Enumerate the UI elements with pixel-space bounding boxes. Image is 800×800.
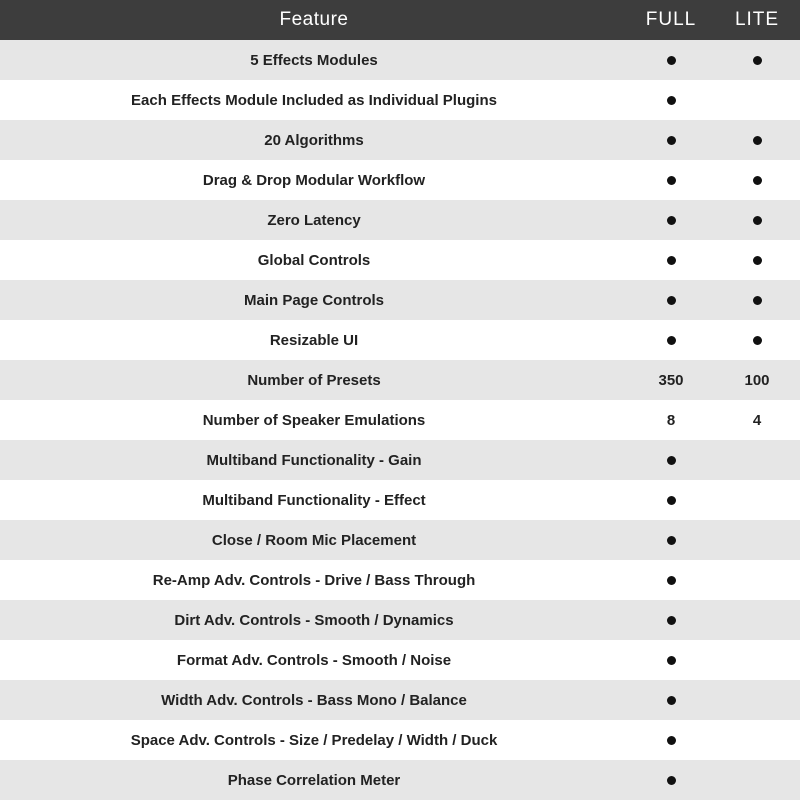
bullet-dot-icon <box>753 216 762 225</box>
bullet-dot-icon <box>753 176 762 185</box>
bullet-dot-icon <box>667 256 676 265</box>
feature-cell: Main Page Controls <box>243 291 385 309</box>
bullet-dot-icon <box>667 496 676 505</box>
full-included-dot-icon <box>628 452 714 469</box>
full-value-cell: 350 <box>658 371 684 389</box>
table-row <box>0 40 800 80</box>
bullet-dot-icon <box>667 536 676 545</box>
full-value-cell: 8 <box>666 411 676 429</box>
bullet-dot-icon <box>667 776 676 785</box>
bullet-dot-icon <box>753 336 762 345</box>
lite-included-dot-icon <box>714 212 800 229</box>
full-included-dot-icon <box>628 92 714 109</box>
lite-value-cell: 4 <box>752 411 762 429</box>
table-row <box>0 440 800 480</box>
table-row <box>0 760 800 800</box>
bullet-dot-icon <box>753 136 762 145</box>
feature-cell: Space Adv. Controls - Size / Predelay / Width / Duck <box>130 731 498 749</box>
lite-included-dot-icon <box>714 252 800 269</box>
header-feature: Feature <box>279 9 349 30</box>
table-row <box>0 400 800 440</box>
bullet-dot-icon <box>667 136 676 145</box>
full-included-dot-icon <box>628 212 714 229</box>
bullet-dot-icon <box>667 656 676 665</box>
full-included-dot-icon <box>628 692 714 709</box>
bullet-dot-icon <box>667 456 676 465</box>
header-lite: LITE <box>734 9 780 30</box>
table-row <box>0 120 800 160</box>
feature-cell: Resizable UI <box>269 331 359 349</box>
feature-cell: Phase Correlation Meter <box>227 771 401 789</box>
table-row <box>0 720 800 760</box>
bullet-dot-icon <box>667 736 676 745</box>
table-row <box>0 320 800 360</box>
bullet-dot-icon <box>753 296 762 305</box>
bullet-dot-icon <box>667 616 676 625</box>
feature-cell: Zero Latency <box>267 211 361 229</box>
lite-included-dot-icon <box>714 52 800 69</box>
feature-cell: 20 Algorithms <box>264 131 364 149</box>
feature-cell: Format Adv. Controls - Smooth / Noise <box>176 651 452 669</box>
feature-cell: Number of Speaker Emulations <box>202 411 426 429</box>
full-included-dot-icon <box>628 572 714 589</box>
bullet-dot-icon <box>753 256 762 265</box>
feature-cell: Multiband Functionality - Gain <box>206 451 422 469</box>
feature-cell: Multiband Functionality - Effect <box>202 491 426 509</box>
lite-included-dot-icon <box>714 292 800 309</box>
table-row <box>0 280 800 320</box>
feature-cell: Number of Presets <box>247 371 381 389</box>
table-row <box>0 640 800 680</box>
lite-included-dot-icon <box>714 132 800 149</box>
table-row <box>0 600 800 640</box>
feature-cell: Re-Amp Adv. Controls - Drive / Bass Through <box>152 571 476 589</box>
full-included-dot-icon <box>628 292 714 309</box>
full-included-dot-icon <box>628 772 714 789</box>
full-included-dot-icon <box>628 172 714 189</box>
table-row <box>0 560 800 600</box>
feature-cell: Width Adv. Controls - Bass Mono / Balance <box>161 691 467 709</box>
bullet-dot-icon <box>667 336 676 345</box>
lite-included-dot-icon <box>714 332 800 349</box>
bullet-dot-icon <box>667 696 676 705</box>
bullet-dot-icon <box>753 56 762 65</box>
feature-cell: Dirt Adv. Controls - Smooth / Dynamics <box>174 611 454 629</box>
table-body <box>0 40 800 800</box>
table-row <box>0 240 800 280</box>
table-row <box>0 480 800 520</box>
table-row <box>0 360 800 400</box>
table-row <box>0 80 800 120</box>
bullet-dot-icon <box>667 56 676 65</box>
feature-cell: Global Controls <box>257 251 371 269</box>
lite-included-dot-icon <box>714 172 800 189</box>
full-included-dot-icon <box>628 252 714 269</box>
feature-cell: Drag & Drop Modular Workflow <box>202 171 426 189</box>
full-included-dot-icon <box>628 132 714 149</box>
feature-cell: 5 Effects Modules <box>250 51 378 69</box>
header-full: FULL <box>645 9 697 30</box>
table-row <box>0 680 800 720</box>
bullet-dot-icon <box>667 176 676 185</box>
full-included-dot-icon <box>628 732 714 749</box>
table-row <box>0 520 800 560</box>
full-included-dot-icon <box>628 532 714 549</box>
full-included-dot-icon <box>628 612 714 629</box>
feature-cell: Close / Room Mic Placement <box>211 531 417 549</box>
bullet-dot-icon <box>667 296 676 305</box>
lite-value-cell: 100 <box>744 371 770 389</box>
full-included-dot-icon <box>628 52 714 69</box>
table-row <box>0 160 800 200</box>
full-included-dot-icon <box>628 652 714 669</box>
feature-cell: Each Effects Module Included as Individual Plugins <box>131 91 497 109</box>
full-included-dot-icon <box>628 332 714 349</box>
bullet-dot-icon <box>667 216 676 225</box>
table-header-row <box>0 0 800 40</box>
bullet-dot-icon <box>667 96 676 105</box>
bullet-dot-icon <box>667 576 676 585</box>
full-included-dot-icon <box>628 492 714 509</box>
table-row <box>0 200 800 240</box>
